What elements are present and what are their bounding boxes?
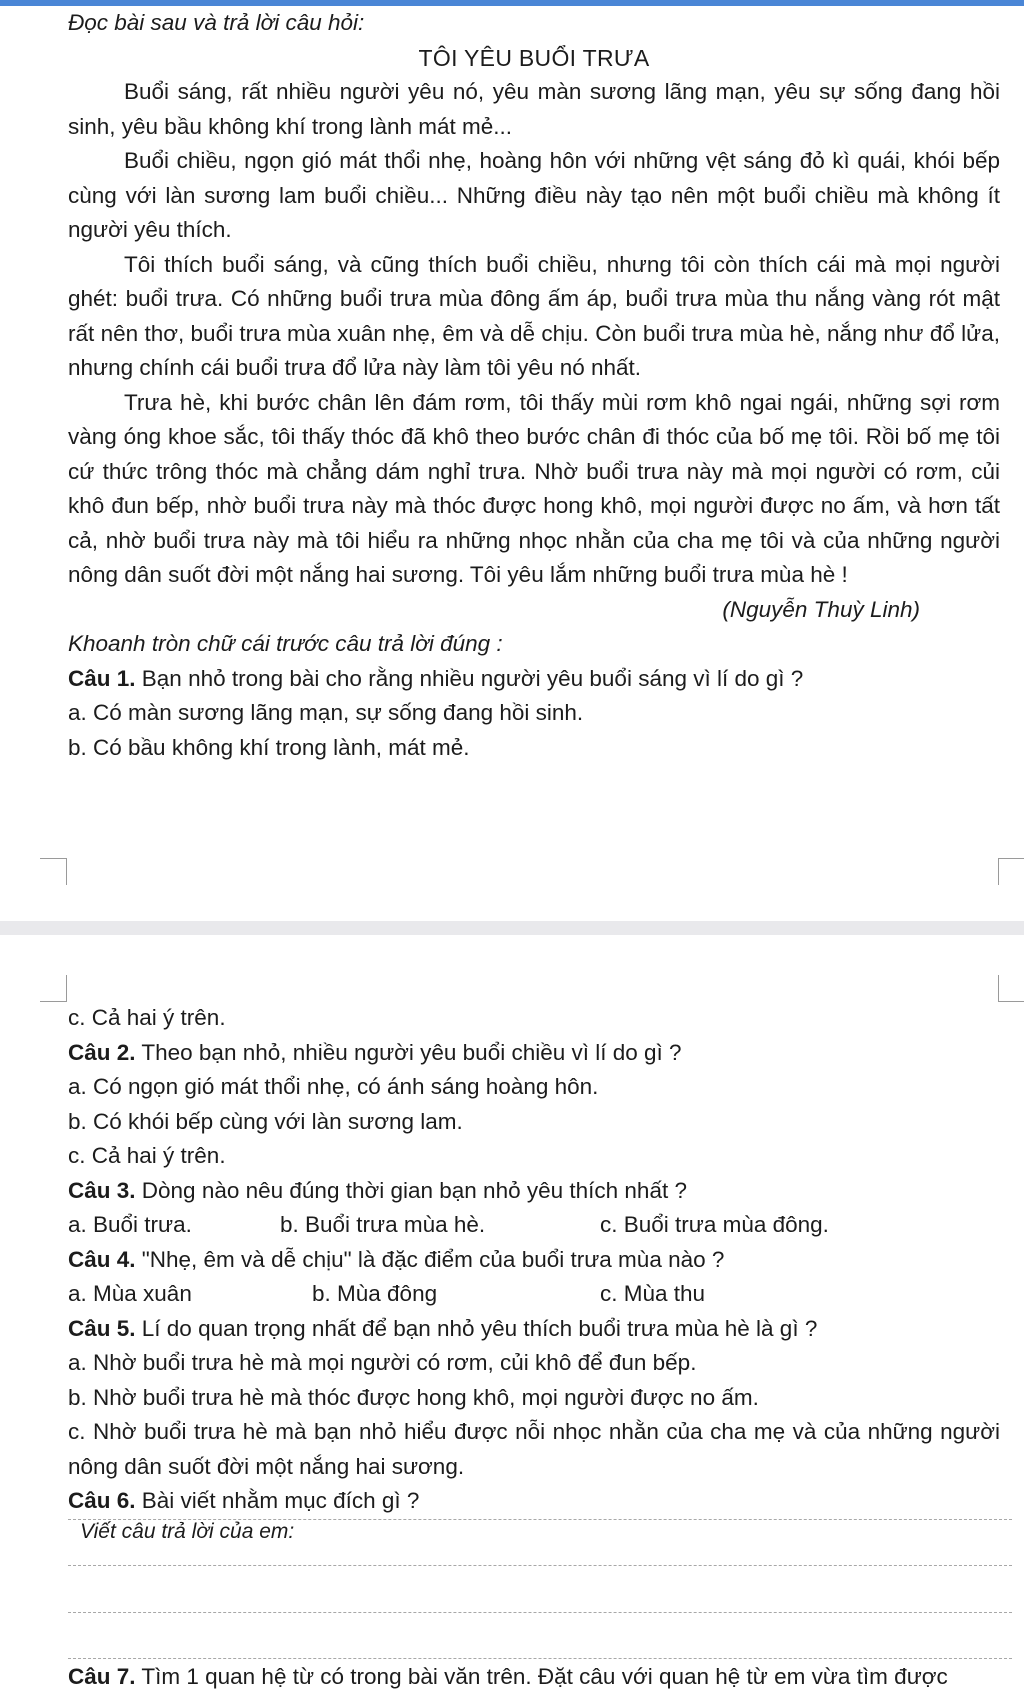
question-5-text: Lí do quan trọng nhất để bạn nhỏ yêu thích buổi trưa mùa hè là gì ? bbox=[135, 1315, 818, 1341]
question-1-option-c[interactable]: c. Cả hai ý trên. bbox=[68, 1005, 226, 1030]
question-3-option-a[interactable]: a. Buổi trưa. bbox=[68, 1212, 192, 1237]
passage-paragraph-2: Buổi chiều, ngọn gió mát thổi nhẹ, hoàng hôn với những vệt sáng đỏ kì quái, khói bếp cùng với làn sương lam buổi chiều... Những điều này tạo nên một buổi chiều mà không ít người yêu thích. bbox=[68, 148, 1000, 242]
question-5-option-b[interactable]: b. Nhờ buổi trưa hè mà thóc được hong khô, mọi người được no ấm. bbox=[68, 1384, 759, 1410]
document-page-2 bbox=[0, 935, 1024, 1703]
question-7 bbox=[68, 1660, 1012, 1695]
question-2-label: Câu 2. bbox=[68, 1039, 136, 1065]
question-6-text: Bài viết nhằm mục đích gì ? bbox=[135, 1488, 420, 1513]
page-separator bbox=[0, 921, 1024, 935]
question-1-option-b[interactable]: b. Có bầu không khí trong lành, mát mẻ. bbox=[68, 734, 470, 760]
question-4-option-a[interactable]: a. Mùa xuân bbox=[68, 1281, 192, 1306]
passage-author: (Nguyễn Thuỳ Linh) bbox=[722, 596, 920, 622]
answer-line[interactable] bbox=[68, 1658, 1012, 1659]
question-2-option-c[interactable]: c. Cả hai ý trên. bbox=[68, 1143, 226, 1168]
question-3-options bbox=[68, 1208, 1000, 1243]
passage-paragraph-3: Tôi thích buổi sáng, và cũng thích buổi chiều, nhưng tôi còn thích cái mà mọi người ghét: buổi trưa. Có những buổi trưa mùa đông ấm áp, buổi trưa mùa thu nắng vàng rót mật rất nên thơ, buổi trưa mùa xuân nhẹ, êm và dễ chịu. Còn buổi trưa mùa hè, nắng như đổ lửa, nhưng chính cái buổi trưa đổ lửa này làm tôi yêu nó nhất. bbox=[68, 251, 1000, 380]
question-5-option-c[interactable]: c. Nhờ buổi trưa hè mà bạn nhỏ hiểu được nỗi nhọc nhằn của cha mẹ và của những người nông dân suốt đời một nắng hai sương. bbox=[68, 1419, 1000, 1479]
passage-paragraph-4: Trưa hè, khi bước chân lên đám rơm, tôi thấy mùi rơm khô ngai ngái, những sợi rơm vàng óng khoe sắc, tôi thấy thóc đã khô theo bước chân đi thóc của bố mẹ tôi. Rồi bố mẹ tôi cứ thức trông thóc mà chẳng dám nghỉ trưa. Nhờ buổi trưa này mà mọi người có rơm, củi khô đun bếp, nhờ buổi trưa này mà thóc được hong khô, mọi người được no ấm, và hơn tất cả, nhờ buổi trưa này mà tôi hiểu ra những nhọc nhằn của cha mẹ tôi và của những người nông dân suốt đời một nắng hai sương. Tôi yêu lắm những buổi trưa mùa hè ! bbox=[68, 389, 1000, 587]
question-5-label: Câu 5. bbox=[68, 1315, 136, 1341]
reading-instruction: Đọc bài sau và trả lời câu hỏi: bbox=[68, 10, 365, 35]
answer-line[interactable] bbox=[68, 1565, 1012, 1566]
question-4 bbox=[68, 1243, 1000, 1278]
passage-paragraph-1: Buổi sáng, rất nhiều người yêu nó, yêu màn sương lãng mạn, yêu sự sống đang hồi sinh, yêu bầu không khí trong lành mát mẻ... bbox=[68, 79, 1000, 139]
question-1-option-a[interactable]: a. Có màn sương lãng mạn, sự sống đang hồi sinh. bbox=[68, 700, 584, 725]
question-4-options bbox=[68, 1277, 1000, 1312]
question-4-option-b[interactable]: b. Mùa đông bbox=[312, 1281, 438, 1306]
question-6-label: Câu 6. bbox=[68, 1488, 136, 1513]
question-2-option-b[interactable]: b. Có khói bếp cùng với làn sương lam. bbox=[68, 1108, 463, 1134]
question-instruction: Khoanh tròn chữ cái trước câu trả lời đúng : bbox=[68, 631, 503, 656]
question-3 bbox=[68, 1174, 1000, 1209]
question-2 bbox=[68, 1036, 1000, 1071]
page-1-content bbox=[68, 6, 1000, 765]
question-3-option-b[interactable]: b. Buổi trưa mùa hè. bbox=[280, 1212, 486, 1237]
question-5-option-a[interactable]: a. Nhờ buổi trưa hè mà mọi người có rơm, củi khô để đun bếp. bbox=[68, 1350, 697, 1375]
answer-hint-row bbox=[68, 1520, 1012, 1544]
crop-mark bbox=[998, 858, 1024, 885]
question-5 bbox=[68, 1312, 1000, 1347]
question-7-text: Tìm 1 quan hệ từ có trong bài văn trên. Đặt câu với quan hệ từ em vừa tìm được bbox=[135, 1664, 948, 1689]
question-2-option-a[interactable]: a. Có ngọn gió mát thổi nhẹ, có ánh sáng hoàng hôn. bbox=[68, 1074, 599, 1099]
document-page-1 bbox=[0, 6, 1024, 921]
question-3-option-c[interactable]: c. Buổi trưa mùa đông. bbox=[600, 1212, 829, 1237]
question-2-text: Theo bạn nhỏ, nhiều người yêu buổi chiều vì lí do gì ? bbox=[135, 1039, 682, 1065]
page-2-content bbox=[68, 1001, 1000, 1519]
passage-title: TÔI YÊU BUỔI TRƯA bbox=[418, 44, 650, 71]
question-7-label: Câu 7. bbox=[68, 1664, 136, 1689]
question-1 bbox=[68, 662, 1000, 697]
question-4-text: "Nhẹ, êm và dễ chịu" là đặc điểm của buổi trưa mùa nào ? bbox=[135, 1246, 725, 1272]
question-6 bbox=[68, 1484, 1000, 1519]
question-3-label: Câu 3. bbox=[68, 1177, 136, 1203]
crop-mark bbox=[40, 858, 67, 885]
question-4-option-c[interactable]: c. Mùa thu bbox=[600, 1281, 706, 1306]
question-1-label: Câu 1. bbox=[68, 665, 136, 691]
question-4-label: Câu 4. bbox=[68, 1246, 136, 1272]
answer-line[interactable] bbox=[68, 1612, 1012, 1613]
question-1-text: Bạn nhỏ trong bài cho rằng nhiều người yêu buổi sáng vì lí do gì ? bbox=[135, 665, 804, 691]
answer-hint: Viết câu trả lời của em: bbox=[80, 1520, 295, 1543]
question-3-text: Dòng nào nêu đúng thời gian bạn nhỏ yêu thích nhất ? bbox=[135, 1177, 687, 1203]
